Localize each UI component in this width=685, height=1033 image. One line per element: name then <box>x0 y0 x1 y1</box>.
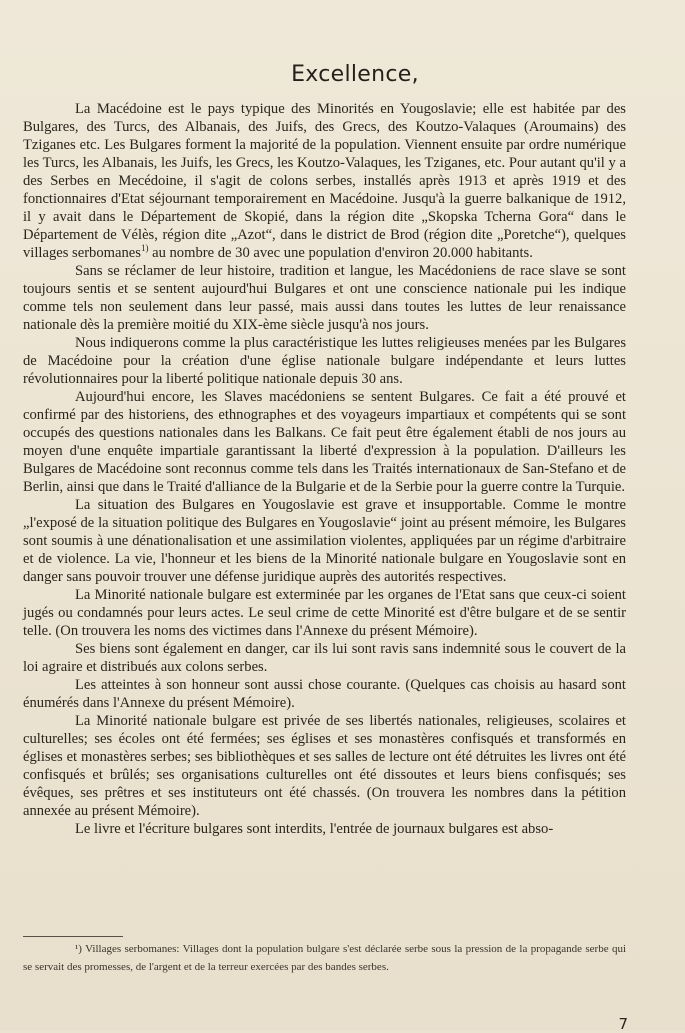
paragraph-6: La Minorité nationale bulgare est exterminée par les organes de l'Etat sans que ceux-ci soient jugés ou condamnés pour leurs actes. Le seul crime de cette Minorité est d'être bulgare et de se sentir telle. (On trouvera les noms des victimes dans l'Annexe du présent Mémoire). <box>23 587 626 639</box>
paragraph-5: La situation des Bulgares en Yougoslavie est grave et insupportable. Comme le montre „l'exposé de la situation politique des Bulgares en Yougoslavie“ joint au présent mémoire, les Bulgares sont soumis à une dénationalisation et une assimilation violentes, appliquées par un régime d'arbitraire et de violence. La vie, l'honneur et les biens de la Minorité nationale bulgare en Yougoslavie sont en danger sans pouvoir trouver une défense juridique auprès des autorités respectives. <box>23 497 626 585</box>
paragraph-10: Le livre et l'écriture bulgares sont interdits, l'entrée de journaux bulgares est abso- <box>75 821 554 837</box>
body-text <box>23 100 626 838</box>
paragraph-8: Les atteintes à son honneur sont aussi chose courante. (Quelques cas choisis au hasard sont énumérés dans l'Annexe du présent Mémoire). <box>23 677 626 711</box>
paragraph-9: La Minorité nationale bulgare est privée de ses libertés nationales, religieuses, scolaires et culturelles; ses écoles ont été fermées; ses églises et ses monastères confisqués et transformés en églises et monastères serbes; ses bibliothèques et ses salles de lecture ont été détruites les livres ont été confisqués et brûlés; ses organisations culturelles ont été dissoutes et leurs biens confisqués; ses évêques, ses prêtres et ses instituteurs ont été chassés. (On trouvera les nombres dans la pétition annexée au présent Mémoire). <box>23 713 626 819</box>
paragraph-1-text: La Macédoine est le pays typique des Minorités en Yougoslavie; elle est habitée par des Bulgares, des Turcs, des Albanais, des Juifs, des Grecs, des Koutzo-Valaques (Aroumains) des Tziganes etc. Les Bulgares forment la majorité de la population. Viennent ensuite par ordre numérique les Turcs, les Albanais, les Juifs, les Grecs, les Koutzo-Valaques, les Tziganes, etc. Pour autant qu'il y a des Serbes en Mecédoine, il s'agit de colons serbes, installés après 1913 et après 1919 et des fonctionnaires d'Etat séjournant temporairement en Macédoine. Jusqu'à la guerre balkanique de 1912, il y avait dans le Département de Skopié, dans la région dite „Skopska Tcherna Gora“ dans le Département de Vélès, région dite „Azot“, dans le district de Brod (région dite „Poretche“), quelques villages serbomanes <box>23 101 626 261</box>
page-number: 7 <box>618 1015 628 1033</box>
paragraph-1 <box>23 100 626 262</box>
footnote: ¹) Villages serbomanes: Villages dont la population bulgare s'est déclarée serbe sous la pression de la propagande serbe qui se servait des promesses, de l'argent et de la terreur exercées par des bandes serbes. <box>23 943 626 973</box>
page-title: Excellence, <box>291 62 419 87</box>
paragraph-1-text-cont: au nombre de 30 avec une population d'environ 20.000 habitants. <box>148 245 533 261</box>
footnote-ref: 1) <box>140 243 149 254</box>
paragraph-4: Aujourd'hui encore, les Slaves macédoniens se sentent Bulgares. Ce fait a été prouvé et confirmé par des historiens, des ethnographes et des voyageurs impartiaux et compétents qui se sont occupés des questions nationales dans les Balkans. Ce fait peut être également établi de nos jours au moyen d'une enquête impartiale garantissant la liberté d'expression à la population. D'ailleurs les Bulgares de Macédoine sont reconnus comme tels dans les Traités internationaux de San-Stefano et de Berlin, ainsi que dans le Traité d'alliance de la Bulgarie et de la Serbie pour la guerre contre la Turquie. <box>23 389 626 495</box>
paragraph-3: Nous indiquerons comme la plus caractéristique les luttes religieuses menées par les Bulgares de Macédoine pour la création d'une église nationale bulgare indépendante et leurs luttes révolutionnaires pour la liberté politique nationale depuis 30 ans. <box>23 335 626 387</box>
footnote-divider <box>23 936 123 937</box>
paragraph-2: Sans se réclamer de leur histoire, tradition et langue, les Macédoniens de race slave se sont toujours sentis et se sentent aujourd'hui Bulgares et ont une conscience nationale pui les indique comme tels non seulement dans leur passé, mais aussi dans toutes les luttes de leur renaissance nationale dès la première moitié du XIX-ème siècle jusqu'à nos jours. <box>23 263 626 333</box>
paragraph-7: Ses biens sont également en danger, car ils lui sont ravis sans indemnité sous le couvert de la loi agraire et distribués aux colons serbes. <box>23 641 626 675</box>
